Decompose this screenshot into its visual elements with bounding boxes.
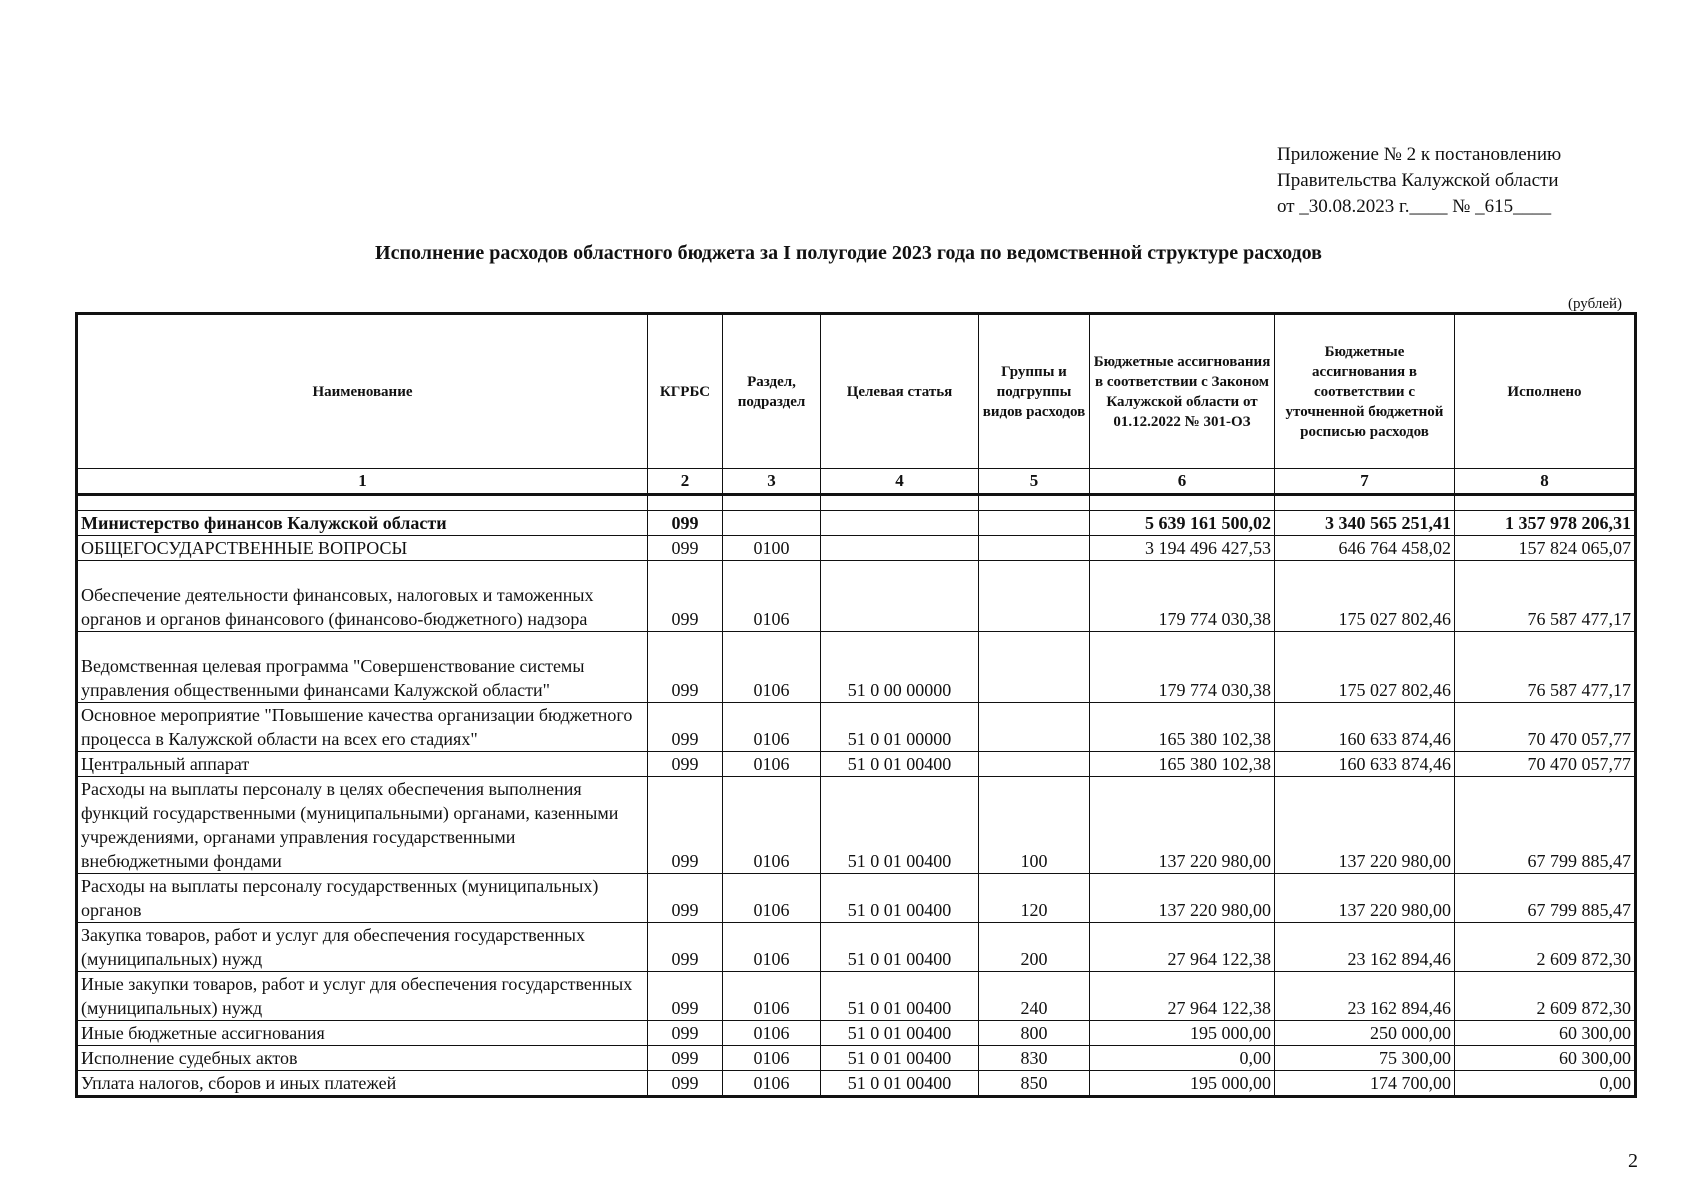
column-number-row	[77, 469, 1636, 495]
cell-kgrbs: 099	[648, 972, 723, 1021]
cell-name: Исполнение судебных актов	[77, 1046, 648, 1071]
table-row	[77, 923, 1636, 972]
cell-refined: 160 633 874,46	[1275, 703, 1455, 752]
cell-executed: 0,00	[1455, 1071, 1636, 1097]
cell-kgrbs: 099	[648, 561, 723, 632]
header-name: Наименование	[77, 314, 648, 469]
cell-group: 240	[979, 972, 1090, 1021]
cell-refined: 3 340 565 251,41	[1275, 511, 1455, 536]
cell-refined: 646 764 458,02	[1275, 536, 1455, 561]
approval-block	[1277, 142, 1561, 220]
header-section: Раздел, подраздел	[723, 314, 821, 469]
cell-target	[821, 511, 979, 536]
header-target: Целевая статья	[821, 314, 979, 469]
cell-executed: 2 609 872,30	[1455, 972, 1636, 1021]
cell-law: 27 964 122,38	[1090, 972, 1275, 1021]
cell-law: 137 220 980,00	[1090, 777, 1275, 874]
cell-group: 120	[979, 874, 1090, 923]
table-row	[77, 703, 1636, 752]
cell-name: Основное мероприятие "Повышение качества организации бюджетного процесса в Калужской области на всех его стадиях"	[77, 703, 648, 752]
cell-name: Закупка товаров, работ и услуг для обеспечения государственных (муниципальных) нужд	[77, 923, 648, 972]
cell-refined: 137 220 980,00	[1275, 874, 1455, 923]
table-row	[77, 972, 1636, 1021]
cell-executed: 67 799 885,47	[1455, 874, 1636, 923]
cell-kgrbs: 099	[648, 511, 723, 536]
cell-kgrbs: 099	[648, 632, 723, 703]
cell-law: 179 774 030,38	[1090, 632, 1275, 703]
cell-target: 51 0 01 00000	[821, 703, 979, 752]
cell-group	[979, 752, 1090, 777]
cell-section: 0106	[723, 923, 821, 972]
cell-group: 800	[979, 1021, 1090, 1046]
cell-executed: 76 587 477,17	[1455, 632, 1636, 703]
column-number: 5	[979, 469, 1090, 495]
cell-section: 0106	[723, 972, 821, 1021]
cell-group	[979, 536, 1090, 561]
cell-law: 179 774 030,38	[1090, 561, 1275, 632]
unit-label: (рублей)	[1568, 296, 1623, 312]
cell-executed: 60 300,00	[1455, 1021, 1636, 1046]
cell-section: 0106	[723, 777, 821, 874]
cell-kgrbs: 099	[648, 1046, 723, 1071]
column-number: 8	[1455, 469, 1636, 495]
cell-group: 830	[979, 1046, 1090, 1071]
cell-kgrbs: 099	[648, 777, 723, 874]
column-number: 3	[723, 469, 821, 495]
header-executed: Исполнено	[1455, 314, 1636, 469]
cell-executed: 76 587 477,17	[1455, 561, 1636, 632]
cell-section: 0106	[723, 1071, 821, 1097]
cell-kgrbs: 099	[648, 703, 723, 752]
cell-name: Иные бюджетные ассигнования	[77, 1021, 648, 1046]
cell-refined: 250 000,00	[1275, 1021, 1455, 1046]
cell-section: 0106	[723, 874, 821, 923]
table-row	[77, 1071, 1636, 1097]
cell-law: 195 000,00	[1090, 1071, 1275, 1097]
cell-refined: 75 300,00	[1275, 1046, 1455, 1071]
approval-line-1: Приложение № 2 к постановлению	[1277, 144, 1562, 165]
header-groups: Группы и подгруппы видов расходов	[979, 314, 1090, 469]
cell-target	[821, 536, 979, 561]
expenditure-table	[75, 312, 1637, 1098]
table-body	[77, 495, 1636, 1097]
cell-refined: 137 220 980,00	[1275, 777, 1455, 874]
approval-line-3: от _30.08.2023 г.____ № _615____	[1277, 196, 1552, 217]
cell-refined: 174 700,00	[1275, 1071, 1455, 1097]
cell-name: Уплата налогов, сборов и иных платежей	[77, 1071, 648, 1097]
cell-executed: 67 799 885,47	[1455, 777, 1636, 874]
cell-executed: 157 824 065,07	[1455, 536, 1636, 561]
cell-executed: 2 609 872,30	[1455, 923, 1636, 972]
document-title: Исполнение расходов областного бюджета за I полугодие 2023 года по ведомственной структуре расходов	[375, 242, 1322, 264]
table-row	[77, 874, 1636, 923]
cell-name: Иные закупки товаров, работ и услуг для обеспечения государственных (муниципальных) нужд	[77, 972, 648, 1021]
cell-section	[723, 511, 821, 536]
cell-refined: 23 162 894,46	[1275, 923, 1455, 972]
cell-target: 51 0 01 00400	[821, 1046, 979, 1071]
cell-law: 137 220 980,00	[1090, 874, 1275, 923]
cell-target: 51 0 01 00400	[821, 874, 979, 923]
cell-section: 0106	[723, 632, 821, 703]
header-kgrbs: КГРБС	[648, 314, 723, 469]
cell-target: 51 0 01 00400	[821, 777, 979, 874]
cell-law: 165 380 102,38	[1090, 752, 1275, 777]
cell-group: 850	[979, 1071, 1090, 1097]
cell-law: 195 000,00	[1090, 1021, 1275, 1046]
cell-law: 3 194 496 427,53	[1090, 536, 1275, 561]
cell-executed: 70 470 057,77	[1455, 703, 1636, 752]
table-row	[77, 777, 1636, 874]
cell-law: 5 639 161 500,02	[1090, 511, 1275, 536]
cell-target: 51 0 01 00400	[821, 1071, 979, 1097]
header-refined: Бюджетные ассигнования в соответствии с уточненной бюджетной росписью расходов	[1275, 314, 1455, 469]
table-row	[77, 536, 1636, 561]
cell-refined: 175 027 802,46	[1275, 561, 1455, 632]
cell-name: Расходы на выплаты персоналу в целях обеспечения выполнения функций государственными (муниципальными) органами, казенными учреждениями, органами управления государственными внебюджетными фондами	[77, 777, 648, 874]
column-number: 7	[1275, 469, 1455, 495]
cell-target: 51 0 01 00400	[821, 923, 979, 972]
cell-executed: 1 357 978 206,31	[1455, 511, 1636, 536]
column-number: 2	[648, 469, 723, 495]
cell-kgrbs: 099	[648, 874, 723, 923]
cell-target: 51 0 00 00000	[821, 632, 979, 703]
cell-kgrbs: 099	[648, 536, 723, 561]
cell-kgrbs: 099	[648, 752, 723, 777]
cell-section: 0106	[723, 1021, 821, 1046]
cell-target: 51 0 01 00400	[821, 1021, 979, 1046]
table-row	[77, 1021, 1636, 1046]
column-number: 1	[77, 469, 648, 495]
table-row	[77, 752, 1636, 777]
table-header-row	[77, 314, 1636, 469]
cell-group	[979, 703, 1090, 752]
table-row	[77, 1046, 1636, 1071]
cell-group: 200	[979, 923, 1090, 972]
cell-section: 0100	[723, 536, 821, 561]
cell-refined: 23 162 894,46	[1275, 972, 1455, 1021]
cell-target	[821, 561, 979, 632]
cell-name: Расходы на выплаты персоналу государственных (муниципальных) органов	[77, 874, 648, 923]
cell-name: Министерство финансов Калужской области	[77, 511, 648, 536]
header-law: Бюджетные ассигнования в соответствии с Законом Калужской области от 01.12.2022 № 301-ОЗ	[1090, 314, 1275, 469]
page-number: 2	[1628, 1150, 1638, 1172]
cell-kgrbs: 099	[648, 1021, 723, 1046]
cell-law: 0,00	[1090, 1046, 1275, 1071]
cell-kgrbs: 099	[648, 923, 723, 972]
column-number: 4	[821, 469, 979, 495]
cell-name: Обеспечение деятельности финансовых, налоговых и таможенных органов и органов финансового (финансово-бюджетного) надзора	[77, 561, 648, 632]
cell-name: Центральный аппарат	[77, 752, 648, 777]
cell-law: 27 964 122,38	[1090, 923, 1275, 972]
cell-executed: 60 300,00	[1455, 1046, 1636, 1071]
cell-target: 51 0 01 00400	[821, 972, 979, 1021]
spacer-row	[77, 495, 1636, 511]
cell-executed: 70 470 057,77	[1455, 752, 1636, 777]
cell-target: 51 0 01 00400	[821, 752, 979, 777]
cell-refined: 160 633 874,46	[1275, 752, 1455, 777]
cell-section: 0106	[723, 752, 821, 777]
cell-section: 0106	[723, 1046, 821, 1071]
cell-name: Ведомственная целевая программа "Совершенствование системы управления общественными финансами Калужской области"	[77, 632, 648, 703]
approval-line-2: Правительства Калужской области	[1277, 170, 1559, 191]
cell-name: ОБЩЕГОСУДАРСТВЕННЫЕ ВОПРОСЫ	[77, 536, 648, 561]
cell-section: 0106	[723, 561, 821, 632]
cell-group	[979, 632, 1090, 703]
cell-group	[979, 511, 1090, 536]
table-row	[77, 561, 1636, 632]
cell-refined: 175 027 802,46	[1275, 632, 1455, 703]
column-number: 6	[1090, 469, 1275, 495]
cell-section: 0106	[723, 703, 821, 752]
cell-group: 100	[979, 777, 1090, 874]
table-row	[77, 511, 1636, 536]
table-row	[77, 632, 1636, 703]
cell-kgrbs: 099	[648, 1071, 723, 1097]
cell-group	[979, 561, 1090, 632]
cell-law: 165 380 102,38	[1090, 703, 1275, 752]
